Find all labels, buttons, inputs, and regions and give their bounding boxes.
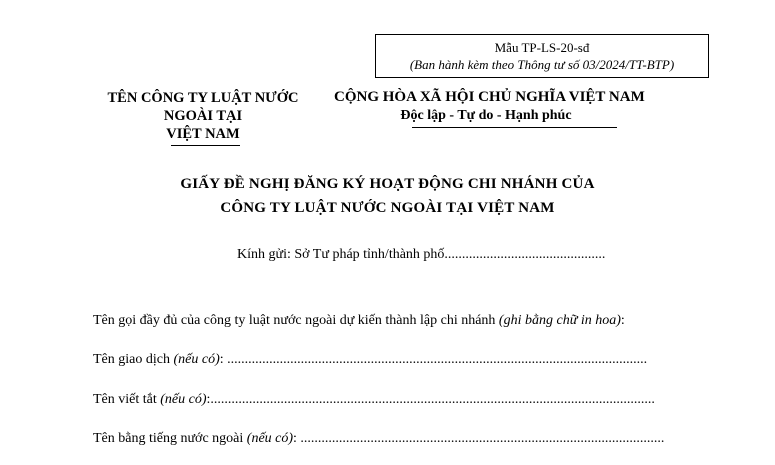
field-full-name-note: (ghi bằng chữ in hoa) [498,313,621,328]
form-issuing-note: (Ban hành kèm theo Thông tư số 03/2024/TT-BTP) [409,57,675,72]
field-short-name-suffix: :............................................................................................................................... [206,392,655,407]
document-title-line-2: CÔNG TY LUẬT NƯỚC NGOÀI TẠI VIỆT NAM [220,200,555,216]
field-trade-name-suffix: : ........................................................................................................................ [219,352,648,367]
field-foreign-name [93,430,705,448]
company-header-line-1: TÊN CÔNG TY LUẬT NƯỚC [107,90,299,106]
form-code-box [375,34,709,78]
company-header-line-2: NGOÀI TẠI [163,108,243,124]
field-full-name [93,312,705,330]
document-title-line-1: GIẤY ĐỀ NGHỊ ĐĂNG KÝ HOẠT ĐỘNG CHI NHÁNH CỦA [180,176,595,192]
field-trade-name-label: Tên giao dịch [93,352,174,367]
company-header [84,89,322,143]
field-foreign-name-suffix: : ........................................................................................................ [293,431,665,446]
field-foreign-name-label: Tên bằng tiếng nước ngoài [93,431,247,446]
field-full-name-label: Tên gọi đầy đủ của công ty luật nước ngoài dự kiến thành lập chi nhánh [93,313,499,328]
field-short-name [93,391,705,409]
country-name: CỘNG HÒA XÃ HỘI CHỦ NGHĨA VIỆT NAM [334,89,645,105]
field-full-name-suffix: : [620,313,625,328]
company-header-line-3: VIỆT NAM [166,126,240,142]
form-code: Mẫu TP-LS-20-sđ [494,40,590,55]
field-foreign-name-note: (nếu có) [246,431,294,446]
national-header [334,88,645,125]
document-title [100,172,675,220]
company-header-underline [171,145,240,146]
national-motto: Độc lập - Tự do - Hạnh phúc [400,108,572,123]
field-trade-name [93,351,705,369]
field-short-name-label: Tên viết tắt [93,392,161,407]
field-trade-name-note: (nếu có) [173,352,220,367]
field-short-name-note: (nếu có) [160,392,207,407]
motto-underline [412,127,617,128]
recipient-line: Kính gửi: Sở Tư pháp tỉnh/thành phố.............................................. [237,247,606,262]
